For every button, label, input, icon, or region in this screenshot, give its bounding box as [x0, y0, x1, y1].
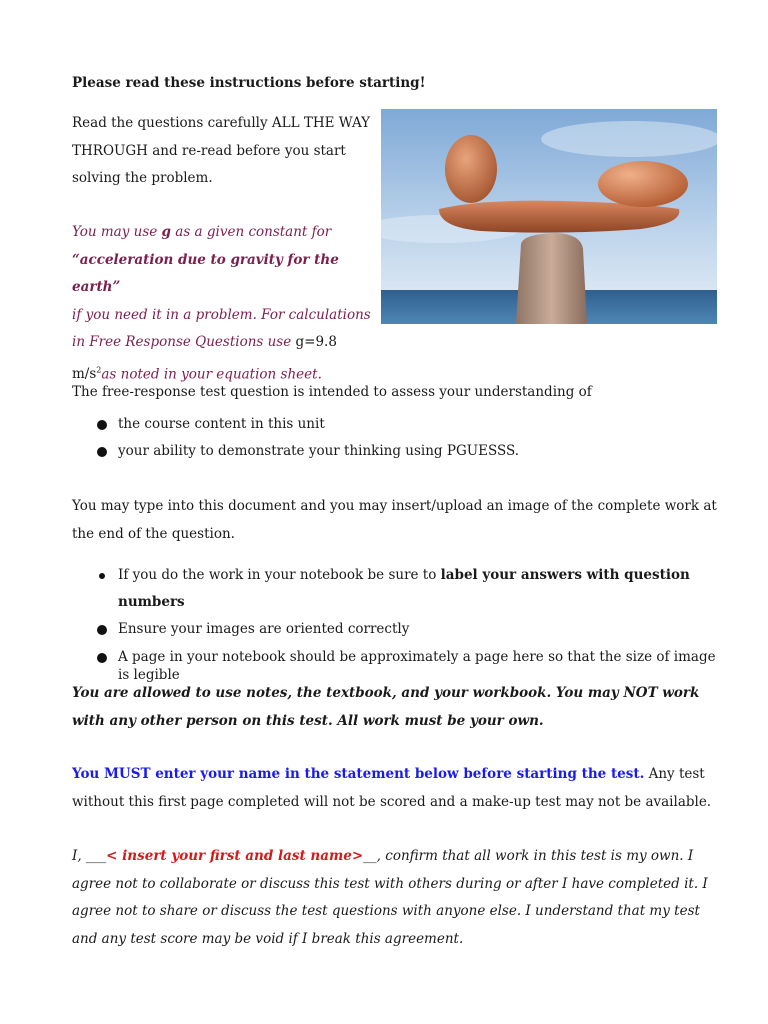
assessment-list	[72, 411, 717, 465]
bullet-icon	[97, 420, 107, 430]
list-item	[72, 562, 717, 616]
gravity-note-part3: if you need it in a problem. For calculations in Free Response Questions use	[72, 306, 371, 350]
name-requirement-rest: Any test without this first page completed will not be scored and a make-up test may not be available.	[72, 766, 712, 810]
bullet-icon	[97, 625, 107, 635]
g-symbol: g	[161, 224, 171, 240]
balanced-stones-photo	[381, 109, 717, 324]
bullet-icon	[97, 653, 107, 663]
statement-suffix: __, confirm that all work in this test is my own. I agree not to collaborate or discuss this test with others during or after I have completed it. I agree not to share or discuss the test questions with anyone else. I understand that my test and any test score may be void if I break this agreement.	[72, 848, 708, 947]
list-item-emphasis: label your answers with question numbers	[118, 567, 690, 610]
honesty-statement	[72, 843, 717, 953]
statement-prefix: I, ___	[72, 848, 107, 864]
gravity-formula-base: g=9.8 m/s	[72, 334, 337, 382]
test-rules: You are allowed to use notes, the textbook, and your workbook. You may NOT work with any other person on this test. All work must be your own.	[72, 685, 700, 729]
bullet-icon	[97, 447, 107, 457]
name-placeholder[interactable]: < insert your first and last name>	[106, 848, 364, 864]
gravity-note-part2: as a given constant for	[170, 224, 332, 240]
upload-list	[72, 562, 717, 684]
list-item-text: If you do the work in your notebook be sure to	[118, 567, 441, 583]
list-item	[72, 438, 717, 465]
gravity-note-part4: as noted in your equation sheet.	[101, 366, 322, 382]
gravity-quote: “acceleration due to gravity for the earth”	[72, 251, 339, 295]
document-page	[72, 0, 717, 1024]
instructions-heading: Please read these instructions before starting!	[72, 75, 426, 91]
assessment-intro: The free-response test question is intended to assess your understanding of	[72, 384, 592, 400]
list-item	[72, 616, 717, 643]
list-item	[72, 643, 717, 684]
bullet-icon	[99, 573, 105, 579]
list-item	[72, 411, 717, 438]
gravity-note	[72, 219, 372, 389]
upload-note: You may type into this document and you may insert/upload an image of the complete work at the end of the question.	[72, 498, 717, 542]
name-requirement	[72, 761, 717, 816]
list-item-text: the course content in this unit	[118, 416, 325, 432]
list-item-text: Ensure your images are oriented correctly	[118, 621, 410, 637]
intro-paragraph: Read the questions carefully ALL THE WAY THROUGH and re-read before you start solving the problem.	[72, 115, 371, 186]
list-item-text: your ability to demonstrate your thinking using PGUESSS.	[118, 443, 520, 459]
gravity-note-part1: You may use	[72, 224, 162, 240]
gravity-formula-exp: 2	[96, 365, 102, 375]
list-item-text: A page in your notebook should be approximately a page here so that the size of image is legible	[118, 649, 716, 683]
name-requirement-highlight: You MUST enter your name in the statement below before starting the test.	[72, 766, 645, 782]
